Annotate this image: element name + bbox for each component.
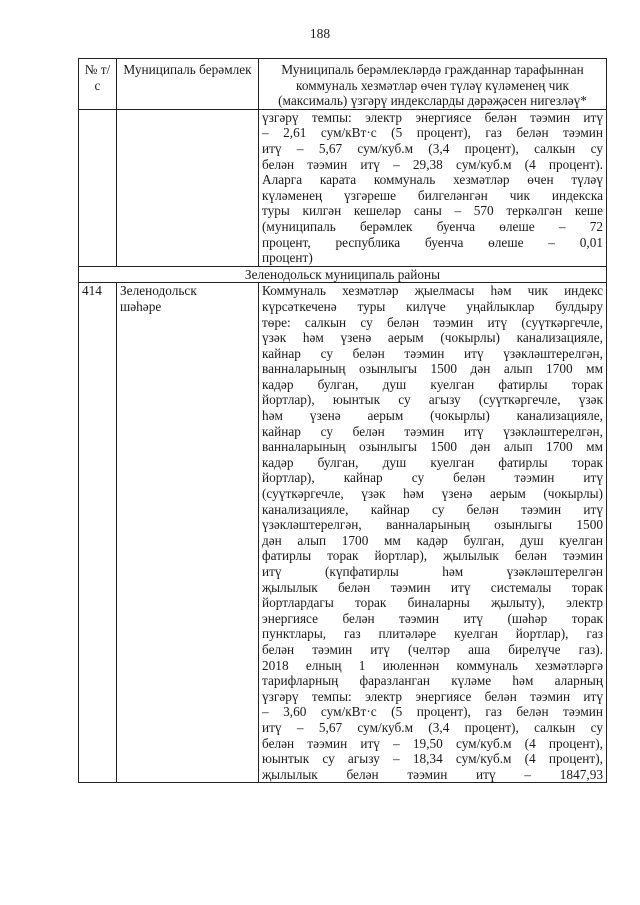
text-line: тарифларның фаразланган күләме һәм аларның	[262, 673, 603, 689]
text-line: процент)	[262, 250, 313, 266]
section-title: Зеленодольск муниципаль районы	[79, 266, 607, 283]
text-line: җылылык белән тәэмин итү – 1847,93	[262, 766, 603, 782]
text-line: пунктлары, газ плитәләре куелган йортлар), газ	[262, 626, 603, 642]
row-municipality	[117, 283, 259, 783]
text-line: юынтык су агызу – 18,34 сум/куб.м (4 процент),	[262, 751, 603, 767]
row-text-cell	[259, 283, 607, 783]
text-line: (суүткәргечле, үзәк һәм үзенә аерым (чокырлы)	[262, 486, 603, 502]
text-line: йортлар), кайнар су белән тәэмин итү	[262, 470, 603, 486]
header-indices: Муниципаль берәмлекләрдә гражданнар тарафыннан коммуналь хезмәтләр өчен түләү күләменең чик (максималь) үзгәрү индексларды дәрәҗәсен нигезләү*	[259, 59, 607, 110]
text-line: итү – 5,67 сум/куб.м (3,4 процент), салкын су	[262, 140, 603, 156]
text-line: үзәк һәм үзенә аерым (чокырлы) канализацияле,	[262, 330, 603, 346]
continuation-municipality-cell	[117, 109, 259, 266]
text-line: (муниципаль берәмлек буенча өлеше – 72	[262, 218, 603, 234]
text-line: белән тәэмин итү – 29,38 сум/куб.м (4 процент).	[262, 156, 603, 172]
text-line: – 3,60 сум/кВт·с (5 процент), газ белән тәэмин	[262, 704, 603, 720]
section-row	[79, 266, 607, 283]
text-line: үзәкләштерелгән, ванналарының озынлыгы 1500	[262, 517, 603, 533]
continuation-number-cell	[79, 109, 117, 266]
text-line: һәм үзенә аерым (чокырлы) канализацияле,	[262, 408, 603, 424]
row-number: 414	[79, 283, 117, 783]
text-line: процент, республика буенча өлеше – 0,01	[262, 234, 603, 250]
continuation-text-cell	[259, 109, 607, 266]
text-line: йортлар), юынтык су агызу (суүткәргечле, үзәк	[262, 392, 603, 408]
text-line: кайнар су белән тәэмин итү үзәкләштерелгән,	[262, 423, 603, 439]
text-line: төре: салкын су белән тәэмин итү (суүткәргечле,	[262, 314, 603, 330]
table-row	[79, 283, 607, 783]
table-header-row	[79, 59, 607, 110]
text-line: канализацияле, кайнар су белән тәэмин итү	[262, 501, 603, 517]
text-line: дән алып 1700 мм кадәр булган, душ куелган	[262, 532, 603, 548]
text-line: үзгәрү темпы: электр энергиясе белән тәэмин итү	[262, 688, 603, 704]
indices-table	[78, 58, 607, 783]
text-line: йортлардагы торак биналарны җылыту), электр	[262, 595, 603, 611]
text-line: энергиясе белән тәэмин итү (шәһәр торак	[262, 610, 603, 626]
text-line: күрсәткеченә туры килүче уңайлыклар булдыру	[262, 298, 603, 314]
text-line: итү (күпфатирлы һәм үзәкләштерелгән	[262, 564, 603, 579]
text-line: белән тәэмин итү – 19,50 сум/куб.м (4 процент),	[262, 735, 603, 751]
continuation-row	[79, 109, 607, 266]
text-line: күләменең үзгәреше билгеләнгән чик индекска	[262, 187, 603, 203]
page-number: 188	[309, 26, 331, 41]
header-number: № т/с	[79, 59, 117, 110]
text-line: Аларга карата коммуналь хезмәтләр өчен түләү	[262, 172, 603, 188]
text-line: ванналарының озынлыгы 1500 дән алып 1700 мм	[262, 439, 603, 455]
text-line: – 2,61 сум/кВт·с (5 процент), газ белән тәэмин	[262, 125, 603, 141]
text-line: туры килгән кешеләр саны – 570 теркәлгән кеше	[262, 203, 603, 219]
text-line: белән тәэмин итү (челтәр аша бирелүче газ).	[262, 641, 603, 657]
text-line: 2018 елның 1 июленнән коммуналь хезмәтләргә	[262, 657, 603, 673]
text-line: кайнар су белән тәэмин итү үзәкләштерелгән,	[262, 345, 603, 361]
header-municipality: Муниципаль берәмлек	[117, 59, 259, 110]
row-text	[262, 283, 603, 782]
municipality-name-line1: Зеленодольск	[120, 283, 197, 299]
continuation-text	[262, 110, 603, 266]
text-line: кадәр булган, душ куелган фатирлы торак	[262, 454, 603, 470]
text-line: Коммуналь хезмәтләр җыелмасы һәм чик индекс	[262, 283, 603, 299]
text-line: җылылык белән тәэмин итү системалы торак	[262, 579, 603, 595]
text-line: итү – 5,67 сум/куб.м (3,4 процент), салкын су	[262, 719, 603, 735]
text-line: фатирлы торак йортлар), җылылык белән тәэмин	[262, 548, 603, 564]
municipality-name-line2: шәһәре	[120, 298, 162, 314]
text-line: үзгәрү темпы: электр энергиясе белән тәэмин итү	[262, 109, 603, 125]
text-line: ванналарының озынлыгы 1500 дән алып 1700 мм	[262, 361, 603, 377]
text-line: кадәр булган, душ куелган фатирлы торак	[262, 376, 603, 392]
